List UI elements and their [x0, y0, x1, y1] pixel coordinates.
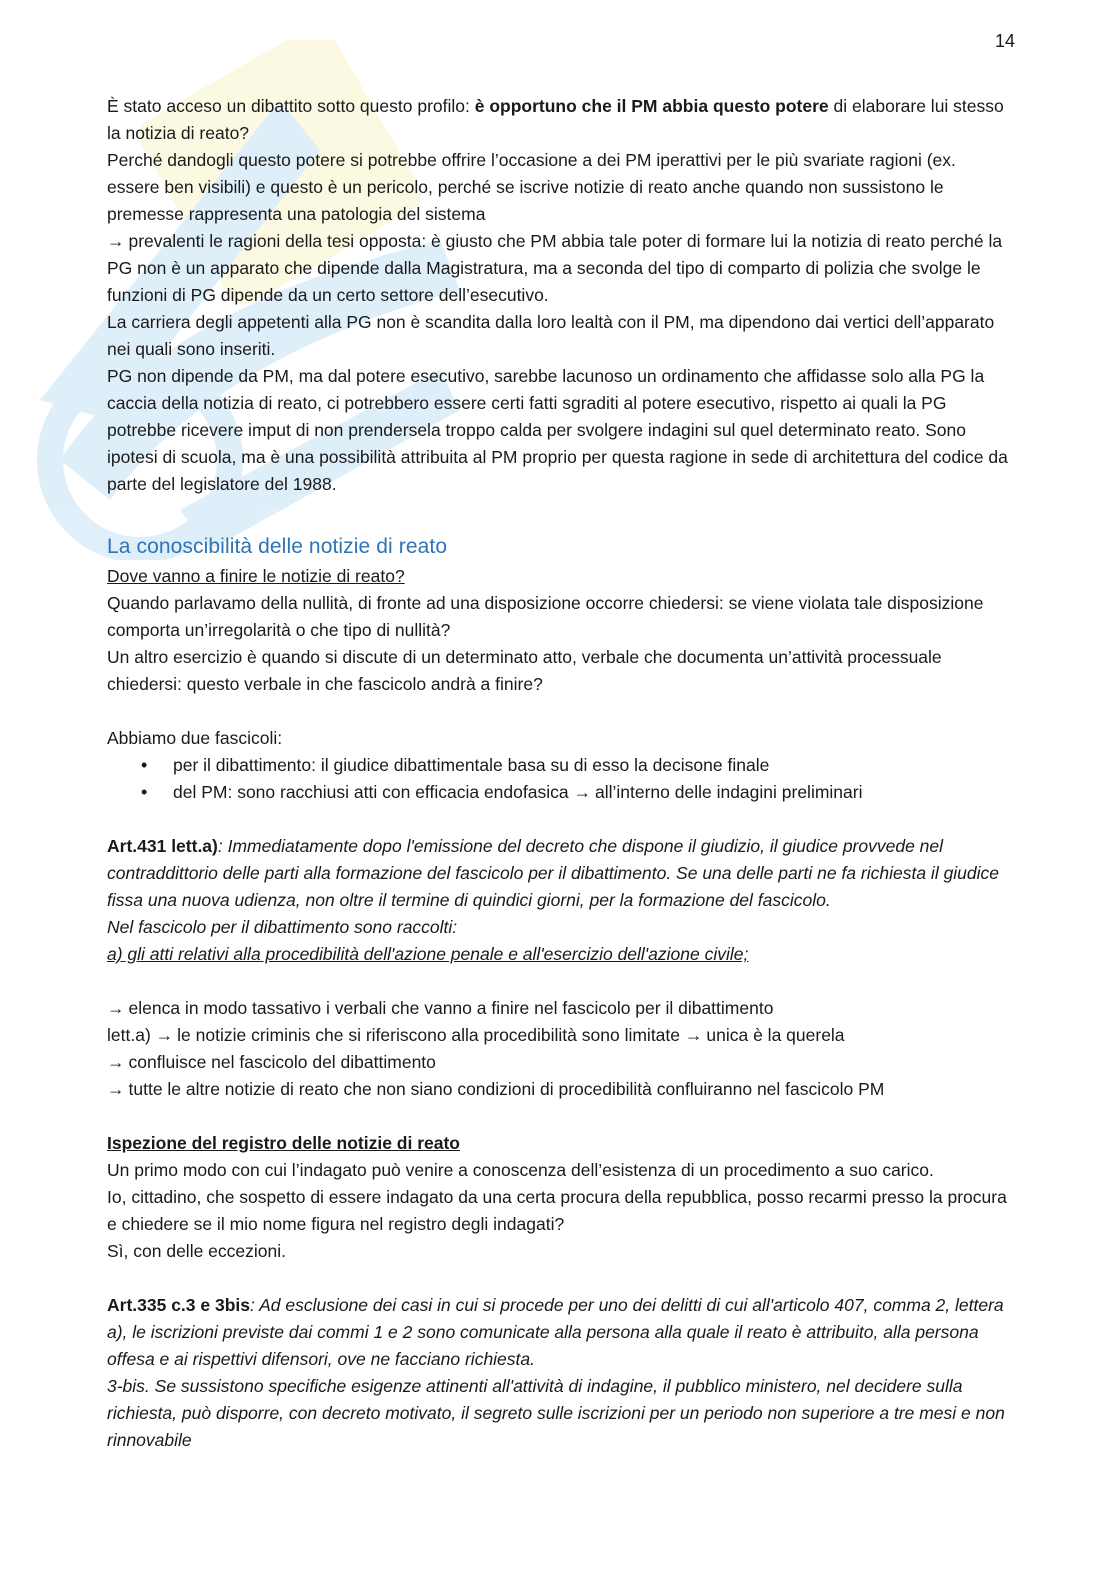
ispezione-paragraph-3: Sì, con delle eccezioni.: [107, 1241, 286, 1261]
art335-quote: Art.335 c.3 e 3bis: Ad esclusione dei casi in cui si procede per uno dei delitti di cui all'articolo 407, comma 2, lettera a), le iscrizioni previste dai commi 1 e 2 sono comunicate alla persona alla quale il reato è attribuito, alla persona offesa e ai rispettivi difensori, ove ne facciano richiesta.: [107, 1295, 1004, 1369]
intro-paragraph-4: La carriera degli appetenti alla PG non è scandita dalla loro lealtà con il PM, ma dipendono dai vertici dell’apparato nei quali sono inseriti.: [107, 312, 995, 359]
ispezione-title: Ispezione del registro delle notizie di reato: [107, 1133, 460, 1153]
art431-line-2: Nel fascicolo per il dibattimento sono raccolti:: [107, 917, 458, 937]
section-subheading: Dove vanno a finire le notizie di reato?: [107, 566, 405, 586]
article-label: Art.335 c.3 e 3bis: [107, 1295, 250, 1315]
page-number: 14: [994, 31, 1015, 51]
arrow-right-icon: →: [573, 782, 591, 802]
section-paragraph-2: Un altro esercizio è quando si discute di un determinato atto, verbale che documenta un’attività processuale chiedersi: questo verbale in che fascicolo andrà a finire?: [107, 647, 942, 694]
list-item: • per il dibattimento: il giudice dibattimentale basa su di esso la decisone finale: [107, 752, 1012, 779]
intro-paragraph-3: → prevalenti le ragioni della tesi opposta: è giusto che PM abbia tale poter di formare lui la notizia di reato perché la PG non è un apparato che dipende dalla Magistratura, ma a seconda del tipo di comparto di polizia che svolge le funzioni di PG dipende da un certo settore dell’esecutivo.: [107, 231, 1003, 305]
arrow-right-icon: →: [155, 1025, 174, 1045]
art431-line-3: a) gli atti relativi alla procedibilità dell'azione penale e all'esercizio dell'azione civile;: [107, 944, 749, 964]
fascicoli-list: [107, 752, 1012, 806]
note-1: → elenca in modo tassativo i verbali che vanno a finire nel fascicolo per il dibattimento: [107, 998, 774, 1018]
ispezione-paragraph-1: Un primo modo con cui l’indagato può venire a conoscenza dell’esistenza di un procedimento a suo carico.: [107, 1160, 934, 1180]
intro-paragraph-1: È stato acceso un dibattito sotto questo profilo: è opportuno che il PM abbia questo potere di elaborare lui stesso la notizia di reato?: [107, 96, 1004, 143]
arrow-right-icon: →: [107, 998, 125, 1018]
note-3: → confluisce nel fascicolo del dibattimento: [107, 1052, 436, 1072]
intro-paragraph-5: PG non dipende da PM, ma dal potere esecutivo, sarebbe lacunoso un ordinamento che affidasse solo alla PG la caccia della notizia di reato, ci potrebbero essere certi fatti sgraditi al potere esecutivo, rispetto ai quali la PG potrebbe ricevere imput di non prendersela troppo calda per svolgere indagini sul quel determinato reato. Sono ipotesi di scuola, ma è una possibilità attribuita al PM proprio per questa ragione in sede di architettura del codice da parte del legislatore del 1988.: [107, 366, 1008, 494]
arrow-right-icon: →: [107, 231, 125, 251]
note-4: → tutte le altre notizie di reato che non siano condizioni di procedibilità confluiranno nel fascicolo PM: [107, 1079, 885, 1099]
intro-paragraph-2: Perché dandogli questo potere si potrebbe offrire l’occasione a dei PM iperattivi per le più svariate ragioni (ex. essere ben visibili) e questo è un pericolo, perché se iscrive notizie di reato anche quando non sussistono le premesse rappresenta una patologia del sistema: [107, 150, 956, 224]
fascicoli-intro: Abbiamo due fascicoli:: [107, 728, 283, 748]
arrow-right-icon: →: [107, 1052, 125, 1072]
arrow-right-icon: →: [107, 1079, 125, 1099]
art431-quote: Art.431 lett.a): Immediatamente dopo l'emissione del decreto che dispone il giudizio, il giudice provvede nel contraddittorio delle parti alla formazione del fascicolo per il dibattimento. Se una delle parti ne fa richiesta il giudice fissa una nuova udienza, non oltre il termine di quindici giorni, per la formazione del fascicolo.: [107, 836, 1000, 910]
note-2: lett.a) → le notizie criminis che si riferiscono alla procedibilità sono limitate → unica è la querela: [107, 1025, 845, 1045]
section-heading: La conoscibilità delle notizie di reato: [107, 535, 448, 558]
article-label: Art.431 lett.a): [107, 836, 218, 856]
document-body: [107, 93, 1012, 1454]
section-paragraph-1: Quando parlavamo della nullità, di fronte ad una disposizione occorre chiedersi: se viene violata tale disposizione comporta un’irregolarità o che tipo di nullità?: [107, 593, 984, 640]
arrow-right-icon: →: [684, 1025, 703, 1045]
bold-question: è opportuno che il PM abbia questo potere: [474, 96, 829, 116]
list-item: • del PM: sono racchiusi atti con efficacia endofasica → all’interno delle indagini preliminari: [107, 779, 1012, 806]
ispezione-paragraph-2: Io, cittadino, che sospetto di essere indagato da una certa procura della repubblica, posso recarmi presso la procura e chiedere se il mio nome figura nel registro degli indagati?: [107, 1187, 1007, 1234]
art335-paragraph-2: 3-bis. Se sussistono specifiche esigenze attinenti all'attività di indagine, il pubblico ministero, nel decidere sulla richiesta, può disporre, con decreto motivato, il segreto sulle iscrizioni per un periodo non superiore a tre mesi e non rinnovabile: [107, 1376, 1005, 1450]
